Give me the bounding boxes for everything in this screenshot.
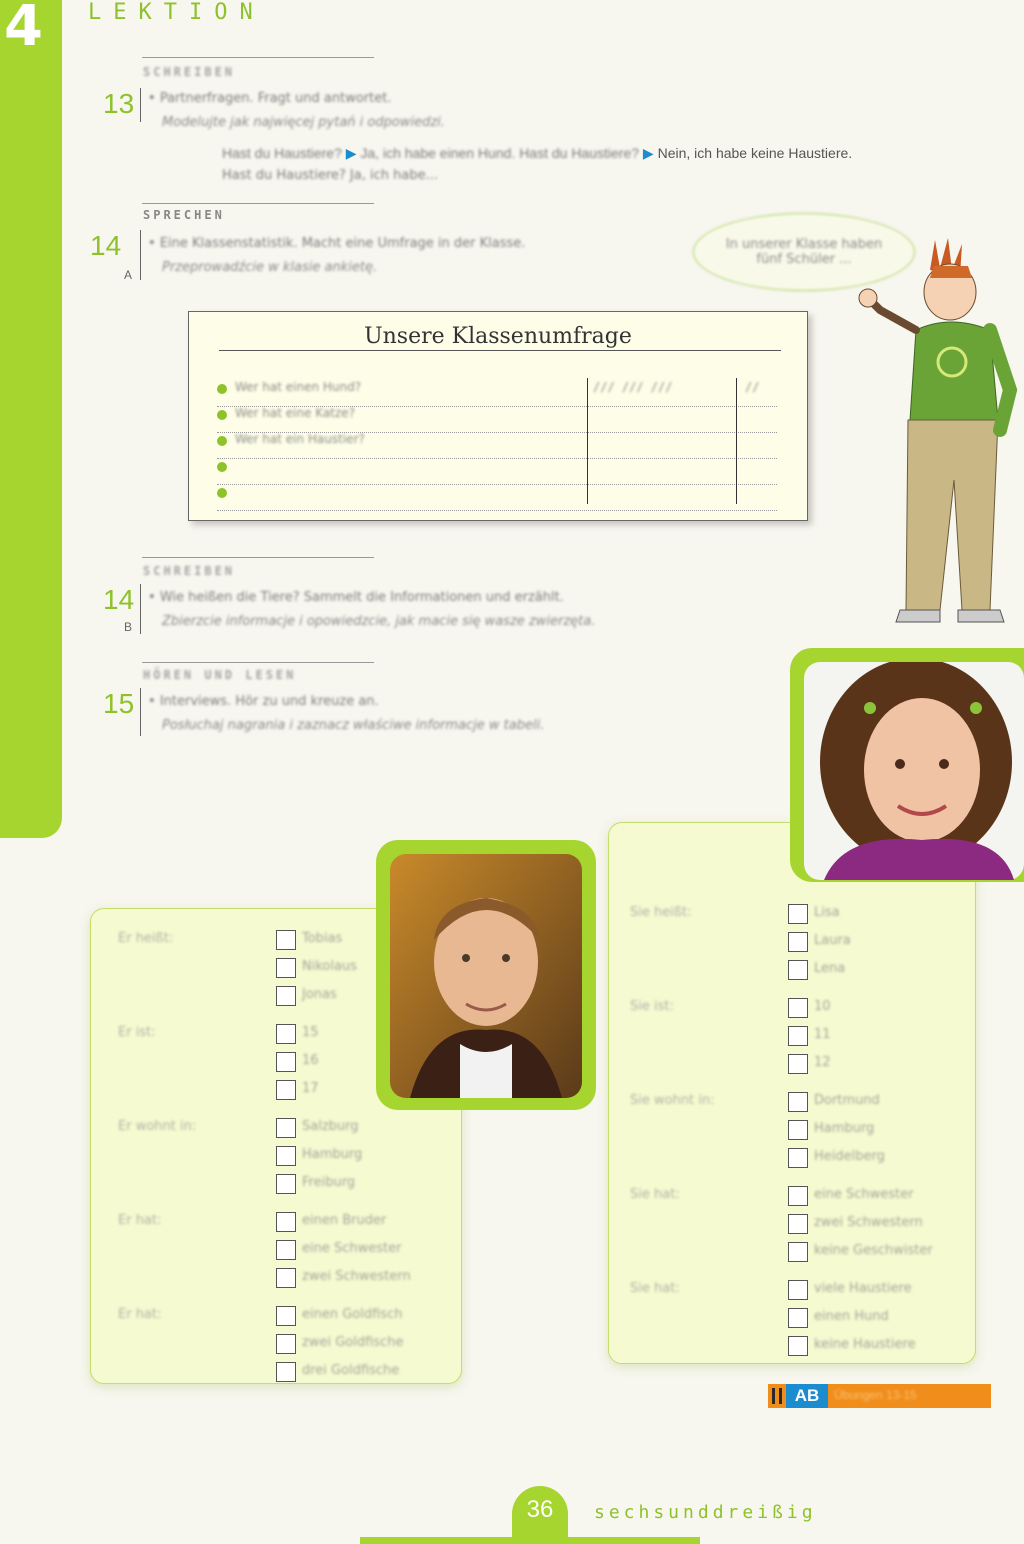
tally-marks: /// /// ///: [593, 380, 673, 394]
ab-text: Übungen 13-15: [834, 1388, 917, 1402]
answer-checkbox[interactable]: [788, 960, 808, 980]
example-answer-no: Nein, ich habe keine Haustiere.: [657, 145, 853, 161]
lesson-title: LEKTION: [88, 0, 265, 25]
answer-option-label: Freiburg: [302, 1175, 356, 1190]
question-label: Sie hat:: [630, 1187, 680, 1202]
answer-option-label: Laura: [814, 933, 851, 948]
bullet-icon: [217, 410, 227, 420]
lesson-side-strip: [0, 0, 62, 838]
instruction-14a: • Eine Klassenstatistik. Macht eine Umfrage in der Klasse.: [148, 236, 526, 251]
answer-checkbox[interactable]: [276, 1174, 296, 1194]
girl-photo: [804, 662, 1024, 880]
answer-option-label: Salzburg: [302, 1119, 359, 1134]
question-label: Er hat:: [118, 1213, 162, 1228]
answer-checkbox[interactable]: [276, 1362, 296, 1382]
answer-checkbox[interactable]: [788, 1148, 808, 1168]
section-label-14b: SCHREIBEN: [143, 564, 236, 578]
answer-option-label: einen Hund: [814, 1309, 889, 1324]
exercise-number-13: 13: [103, 88, 135, 119]
answer-option-label: einen Bruder: [302, 1213, 387, 1228]
answer-option-label: 17: [302, 1081, 319, 1096]
answer-option-label: Lisa: [814, 905, 840, 920]
answer-checkbox[interactable]: [276, 986, 296, 1006]
exercise-bar: [140, 230, 141, 280]
instruction-14b: • Wie heißen die Tiere? Sammelt die Informationen und erzählt.: [148, 590, 564, 605]
example-line-2: Hast du Haustiere? Ja, ich habe...: [222, 168, 438, 183]
answer-option-label: keine Haustiere: [814, 1337, 916, 1352]
answer-checkbox[interactable]: [276, 1080, 296, 1100]
exercise-sub-14a: A: [124, 268, 133, 282]
survey-title-rule: [219, 350, 781, 351]
answer-checkbox[interactable]: [276, 1334, 296, 1354]
answer-checkbox[interactable]: [788, 1092, 808, 1112]
exercise-number-14b: 14: [103, 584, 135, 615]
bullet-icon: [217, 462, 227, 472]
survey-column-divider: [587, 378, 588, 504]
answer-option-label: 12: [814, 1055, 831, 1070]
answer-checkbox[interactable]: [788, 1242, 808, 1262]
example-dialogue: Hast du Haustiere? ▶ Ja, ich habe einen Hund. Hast du Haustiere? ▶ Nein, ich habe keine Haustiere.: [222, 145, 853, 161]
answer-option-label: 10: [814, 999, 831, 1014]
question-label: Er wohnt in:: [118, 1119, 197, 1134]
survey-row: Wer hat einen Hund?: [217, 380, 777, 407]
section-label-14a: SPRECHEN: [143, 208, 225, 222]
answer-option-label: keine Geschwister: [814, 1243, 933, 1258]
answer-checkbox[interactable]: [788, 998, 808, 1018]
answer-option-label: eine Schwester: [814, 1187, 914, 1202]
exercise-bar: [140, 88, 141, 122]
answer-option-label: eine Schwester: [302, 1241, 402, 1256]
answer-option-label: 16: [302, 1053, 319, 1068]
bullet-icon: [217, 436, 227, 446]
answer-option-label: 11: [814, 1027, 831, 1042]
answer-checkbox[interactable]: [788, 904, 808, 924]
answer-option-label: Tobias: [302, 931, 343, 946]
answer-option-label: 15: [302, 1025, 319, 1040]
instruction-13: • Partnerfragen. Fragt und antwortet.: [148, 91, 392, 106]
answer-option-label: Hamburg: [814, 1121, 875, 1136]
answer-option-label: viele Haustiere: [814, 1281, 912, 1296]
boy-illustration: [840, 230, 1024, 630]
answer-checkbox[interactable]: [276, 1212, 296, 1232]
section-rule: [142, 662, 374, 663]
answer-option-label: einen Goldfisch: [302, 1307, 403, 1322]
bullet-icon: [217, 384, 227, 394]
answer-option-label: drei Goldfische: [302, 1363, 400, 1378]
question-label: Er hat:: [118, 1307, 162, 1322]
answer-checkbox[interactable]: [276, 958, 296, 978]
answer-option-label: Jonas: [302, 987, 337, 1002]
exercise-number-15: 15: [103, 688, 135, 719]
answer-checkbox[interactable]: [276, 930, 296, 950]
survey-column-divider: [736, 378, 737, 504]
answer-checkbox[interactable]: [788, 1214, 808, 1234]
answer-checkbox[interactable]: [788, 1054, 808, 1074]
tally-marks: //: [745, 380, 760, 394]
answer-checkbox[interactable]: [788, 1280, 808, 1300]
answer-checkbox[interactable]: [788, 932, 808, 952]
exercise-sub-14b: B: [124, 620, 133, 634]
question-label: Er ist:: [118, 1025, 156, 1040]
answer-option-label: zwei Goldfische: [302, 1335, 404, 1350]
section-rule: [142, 557, 374, 558]
answer-option-label: Nikolaus: [302, 959, 357, 974]
answer-checkbox[interactable]: [276, 1268, 296, 1288]
ab-label: AB: [786, 1384, 828, 1408]
exercise-number-14a: 14: [90, 230, 122, 261]
survey-table: [188, 311, 808, 521]
answer-option-label: Heidelberg: [814, 1149, 885, 1164]
question-label: Sie ist:: [630, 999, 674, 1014]
answer-checkbox[interactable]: [276, 1146, 296, 1166]
answer-checkbox[interactable]: [276, 1118, 296, 1138]
answer-option-label: Dortmund: [814, 1093, 880, 1108]
answer-checkbox[interactable]: [276, 1024, 296, 1044]
section-label-13: SCHREIBEN: [143, 65, 236, 79]
bullet-icon: [217, 488, 227, 498]
speech-bubble: In unserer Klasse haben fünf Schüler ...: [693, 213, 915, 291]
instruction-15: • Interviews. Hör zu und kreuze an.: [148, 694, 379, 709]
answer-checkbox[interactable]: [788, 1120, 808, 1140]
survey-title: Unsere Klassenumfrage: [364, 324, 632, 349]
survey-row: Wer hat ein Haustier?: [217, 432, 777, 459]
boy-photo: [390, 854, 582, 1098]
answer-option-label: Hamburg: [302, 1147, 363, 1162]
translation-14a: Przeprowadźcie w klasie ankietę.: [162, 260, 378, 275]
question-label: Sie hat:: [630, 1281, 680, 1296]
survey-row: Wer hat eine Katze?: [217, 406, 777, 433]
answer-option-label: zwei Schwestern: [302, 1269, 411, 1284]
section-rule: [142, 57, 374, 58]
answer-checkbox[interactable]: [276, 1306, 296, 1326]
survey-row: [217, 484, 777, 511]
answer-checkbox[interactable]: [788, 1336, 808, 1356]
answer-checkbox[interactable]: [788, 1186, 808, 1206]
exercise-bar: [140, 688, 141, 736]
question-label: Sie wohnt in:: [630, 1093, 715, 1108]
answer-option-label: Lena: [814, 961, 846, 976]
section-label-15: HÖREN UND LESEN: [143, 668, 297, 682]
answer-checkbox[interactable]: [276, 1240, 296, 1260]
answer-checkbox[interactable]: [788, 1026, 808, 1046]
survey-row: [217, 458, 777, 485]
question-label: Er heißt:: [118, 931, 174, 946]
question-label: Sie heißt:: [630, 905, 692, 920]
answer-option-label: zwei Schwestern: [814, 1215, 923, 1230]
page-number: 36: [526, 1496, 554, 1523]
workbook-reference[interactable]: [768, 1384, 991, 1408]
translation-15: Posłuchaj nagrania i zaznacz właściwe informacje w tabeli.: [162, 718, 545, 733]
answer-checkbox[interactable]: [788, 1308, 808, 1328]
translation-13: Modelujte jak najwięcej pytań i odpowiedzi.: [162, 115, 445, 130]
page-number-word: sechsunddreißig: [594, 1502, 817, 1523]
answer-checkbox[interactable]: [276, 1052, 296, 1072]
lesson-number: 4: [4, 0, 43, 59]
exercise-bar: [140, 584, 141, 634]
section-rule: [142, 203, 374, 204]
pause-icon: [772, 1388, 782, 1404]
translation-14b: Zbierzcie informacje i opowiedzcie, jak macie się wasze zwierzęta.: [162, 614, 596, 629]
